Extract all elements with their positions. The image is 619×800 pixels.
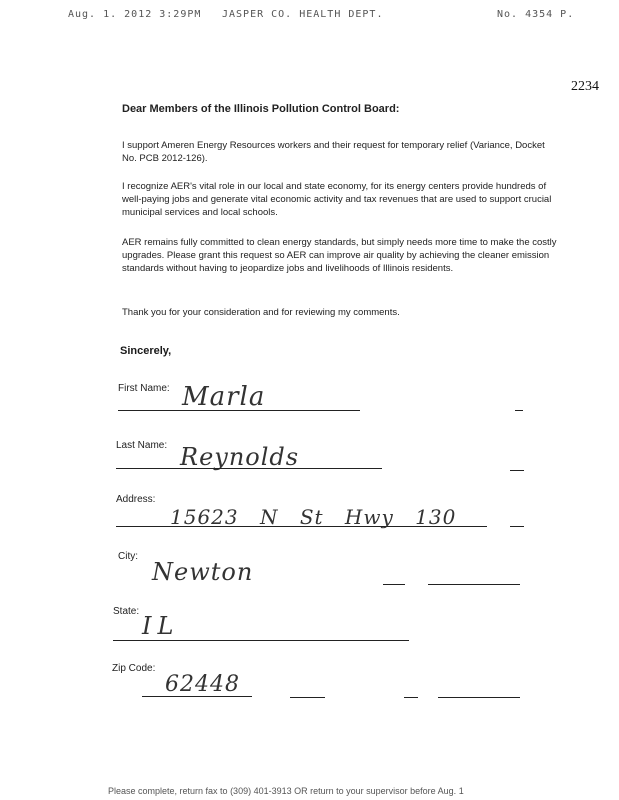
- last-name-value[interactable]: Reynolds: [180, 443, 300, 471]
- state-label: State:: [113, 606, 140, 617]
- field-line-fragment: [404, 697, 418, 698]
- city-label: City:: [118, 551, 138, 562]
- fax-department: JASPER CO. HEALTH DEPT.: [222, 9, 384, 20]
- closing: Sincerely,: [120, 345, 172, 357]
- page-number: 2234: [571, 79, 599, 94]
- city-value[interactable]: Newton: [152, 558, 254, 586]
- state-line: [113, 640, 409, 641]
- fax-date-time: Aug. 1. 2012 3:29PM: [68, 9, 202, 20]
- address-line: [116, 526, 487, 527]
- first-name-line: [118, 410, 360, 411]
- state-value[interactable]: IL: [142, 612, 180, 640]
- first-name-value[interactable]: Marla: [182, 382, 266, 412]
- first-name-label: First Name:: [118, 383, 170, 394]
- address-value[interactable]: 15623 N St Hwy 130: [170, 505, 457, 529]
- salutation: Dear Members of the Illinois Pollution Control Board:: [122, 103, 400, 115]
- field-line-fragment: [515, 410, 523, 411]
- last-name-label: Last Name:: [116, 440, 168, 451]
- field-line-fragment: [438, 697, 520, 698]
- fax-number: No. 4354 P.: [497, 9, 575, 20]
- letter-paragraph: I support Ameren Energy Resources workers and their request for temporary relief (Variance, Docket No. PCB 2012-126).: [122, 140, 545, 164]
- zip-code-line: [142, 696, 252, 697]
- last-name-line: [116, 468, 382, 469]
- field-line-fragment: [510, 470, 524, 471]
- field-line-fragment: [428, 584, 520, 585]
- field-line-fragment: [383, 584, 405, 585]
- footer-note: Please complete, return fax to (309) 401-3913 OR return to your supervisor before Aug. 1: [108, 786, 464, 796]
- letter-paragraph: I recognize AER's vital role in our local and state economy, for its energy centers provide hundreds of well-paying jobs and generate vital economic activity and tax revenues that are used to support crucial municipal services and local schools.: [122, 181, 552, 218]
- letter-paragraph: Thank you for your consideration and for reviewing my comments.: [122, 307, 400, 318]
- zip-code-value[interactable]: 62448: [165, 672, 240, 697]
- zip-code-label: Zip Code:: [112, 663, 156, 674]
- letter-paragraph: AER remains fully committed to clean energy standards, but simply needs more time to make the costly upgrades. Please grant this request so AER can improve air quality by achieving the cleaner emission standards without having to jeopardize jobs and livelihoods of Illinois residents.: [122, 237, 557, 274]
- address-label: Address:: [116, 494, 156, 505]
- field-line-fragment: [510, 526, 524, 527]
- field-line-fragment: [290, 697, 325, 698]
